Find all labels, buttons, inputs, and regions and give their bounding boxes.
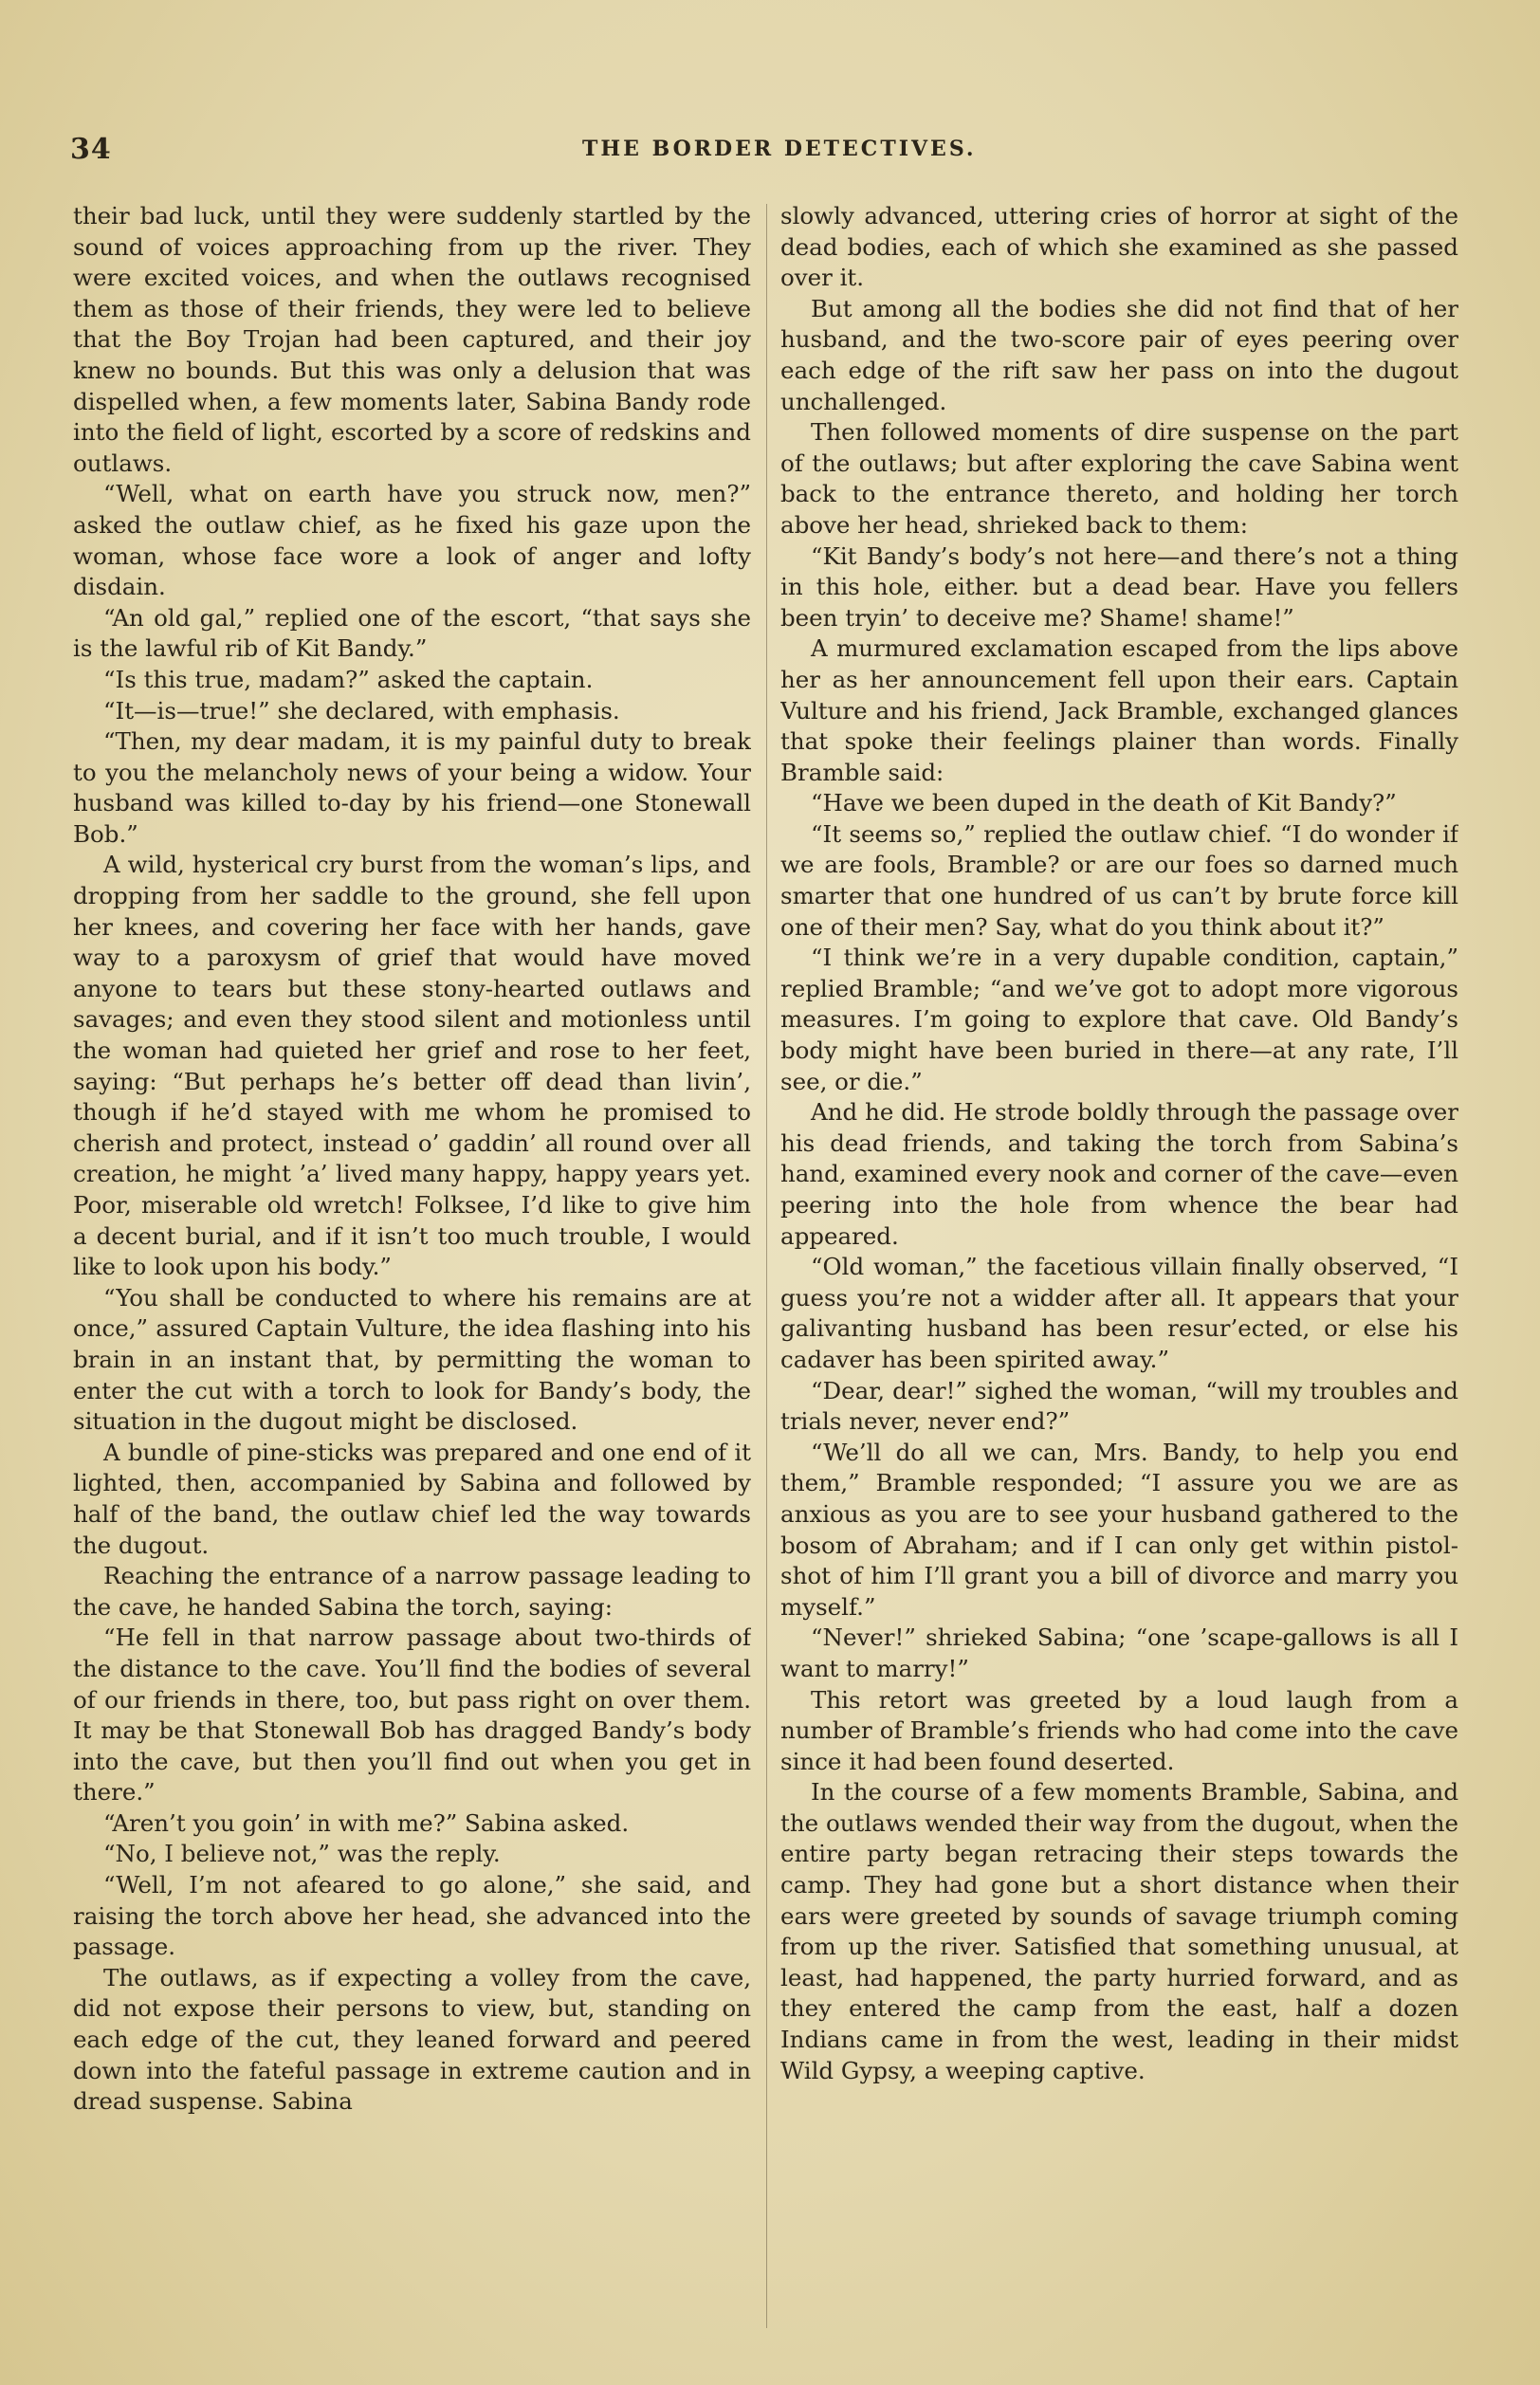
paragraph: “Dear, dear!” sighed the woman, “will my troubles and trials never, never end?” [780,1376,1458,1436]
paragraph: A wild, hysterical cry burst from the woman’s lips, and dropping from her saddle to the ground, she fell upon her knees, and covering her face with her hands, gave way to a paroxysm of grief that would have moved anyone to tears but these stony-hearted outlaws and savages; and even they stood silent and motionless until the woman had quieted her grief and rose to her feet, saying: “But perhaps he’s better off dead than livin’, though if he’d stayed with me whom he promised to cherish and protect, instead o’ gaddin’ all round over all creation, he might ’a’ lived many happy, happy years yet. Poor, miserable old wretch! Folksee, I’d like to give him a decent burial, and if it isn’t too much trouble, I would like to look upon his body.” [73,851,751,1281]
column-divider [766,204,767,2328]
paragraph: Reaching the entrance of a narrow passage leading to the cave, he handed Sabina the torch, saying: [73,1562,751,1621]
paragraph: And he did. He strode boldly through the passage over his dead friends, and taking the torch from Sabina’s hand, examined every nook and corner of the cave—even peering into the hole from whence the bear had appeared. [780,1098,1458,1250]
paragraph: “Well, what on earth have you struck now, men?” asked the outlaw chief, as he fixed his gaze upon the woman, whose face wore a look of anger and lofty disdain. [73,480,751,601]
right-column [780,201,1458,2335]
paragraph: “You shall be conducted to where his remains are at once,” assured Captain Vulture, the idea flashing into his brain in an instant that, by permitting the woman to enter the cut with a torch to look for Bandy’s body, the situation in the dugout might be disclosed. [73,1283,751,1436]
paragraph: In the course of a few moments Bramble, Sabina, and the outlaws wended their way from the dugout, when the entire party began retracing their steps towards the camp. They had gone but a short distance when their ears were greeted by sounds of savage triumph coming from up the river. Satisfied that something unusual, at least, had happened, the party hurried forward, and as they entered the camp from the east, half a dozen Indians came in from the west, leading in their midst Wild Gypsy, a weeping captive. [780,1778,1458,2084]
running-head-title: THE BORDER DETECTIVES. [582,137,977,161]
paragraph: This retort was greeted by a loud laugh from a number of Bramble’s friends who had come into the cave since it had been found deserted. [780,1685,1458,1775]
paragraph: “Then, my dear madam, it is my painful duty to break to you the melancholy news of your being a widow. Your husband was killed to-day by his friend—one Stonewall Bob.” [73,727,751,848]
paragraph: A bundle of pine-sticks was prepared and one end of it lighted, then, accompanied by Sabina and followed by half of the band, the outlaw chief led the way towards the dugout. [73,1438,751,1559]
paragraph: “Well, I’m not afeared to go alone,” she said, and raising the torch above her head, she advanced into the passage. [73,1871,751,1961]
page-header [70,133,1474,171]
paragraph: “We’ll do all we can, Mrs. Bandy, to help you end them,” Bramble responded; “I assure you we are as anxious as you are to see your husband gathered to the bosom of Abraham; and if I can only get within pistol-shot of him I’ll grant you a bill of divorce and marry you myself.” [780,1438,1458,1621]
page-number: 34 [70,133,112,166]
left-column [73,201,751,2335]
paragraph: “He fell in that narrow passage about two-thirds of the distance to the cave. You’ll find the bodies of several of our friends in there, too, but pass right on over them. It may be that Stonewall Bob has dragged Bandy’s body into the cave, but then you’ll find out when you get in there.” [73,1624,751,1807]
paragraph: “It—is—true!” she declared, with emphasis. [103,696,620,725]
paragraph: A murmured exclamation escaped from the lips above her as her announcement fell upon their ears. Captain Vulture and his friend, Jack Bramble, exchanged glances that spoke their feelings plainer than words. Finally Bramble said: [780,634,1458,786]
paragraph: “No, I believe not,” was the reply. [103,1840,501,1868]
paragraph: “Old woman,” the facetious villain finally observed, “I guess you’re not a widder after all. It appears that your galivanting husband has been resur’ected, or else his cadaver has been spirited away.” [780,1253,1458,1373]
paragraph: But among all the bodies she did not find that of her husband, and the two-score pair of eyes peering over each edge of the rift saw her pass on into the dugout unchallenged. [780,294,1458,415]
paragraph: “Never!” shrieked Sabina; “one ’scape-gallows is all I want to marry!” [780,1624,1458,1682]
paragraph: their bad luck, until they were suddenly startled by the sound of voices approaching from up the river. They were excited voices, and when the outlaws recognised them as those of their friends, they were led to believe that the Boy Trojan had been captured, and their joy knew no bounds. But this was only a delusion that was dispelled when, a few moments later, Sabina Bandy rode into the field of light, escorted by a score of redskins and outlaws. [73,202,751,477]
paragraph: slowly advanced, uttering cries of horror at sight of the dead bodies, each of which she examined as she passed over it. [780,202,1458,292]
paragraph: “An old gal,” replied one of the escort, “that says she is the lawful rib of Kit Bandy.” [73,603,751,663]
paragraph: “I think we’re in a very dupable condition, captain,” replied Bramble; “and we’ve got to adopt more vigorous measures. I’m going to explore that cave. Old Bandy’s body might have been buried in there—at any rate, I’ll see, or die.” [780,944,1458,1095]
paragraph: “Have we been duped in the death of Kit Bandy?” [811,789,1397,817]
paragraph: “It seems so,” replied the outlaw chief. “I do wonder if we are fools, Bramble? or are our foes so darned much smarter that one hundred of us can’t by brute force kill one of their men? Say, what do you think about it?” [780,819,1458,941]
paragraph: “Aren’t you goin’ in with me?” Sabina asked. [103,1808,630,1837]
paragraph: The outlaws, as if expecting a volley from the cave, did not expose their persons to view, but, standing on each edge of the cut, they leaned forward and peered down into the fateful passage in extreme caution and in dread suspense. Sabina [73,1963,751,2116]
paragraph: “Kit Bandy’s body’s not here—and there’s not a thing in this hole, either. but a dead bear. Have you fellers been tryin’ to deceive me? Shame! shame!” [780,541,1458,632]
paragraph: Then followed moments of dire suspense on the part of the outlaws; but after exploring the cave Sabina went back to the entrance thereto, and holding her torch above her head, shrieked back to them: [780,418,1458,539]
paragraph: “Is this true, madam?” asked the captain. [103,665,594,693]
